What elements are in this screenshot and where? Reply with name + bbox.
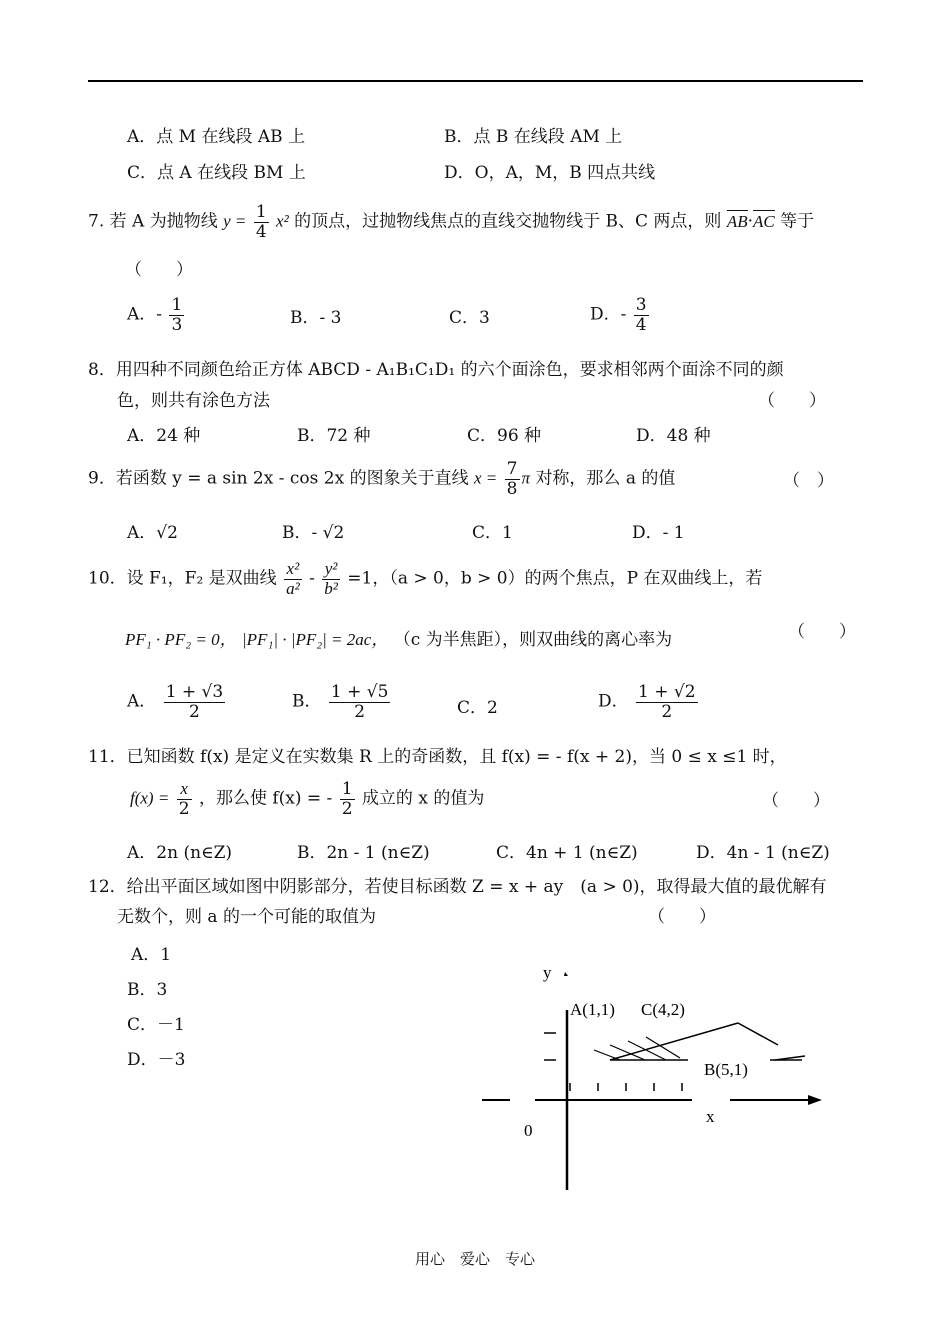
q10-option-b: B． $\frac{1 + √5}{2}$ bbox=[292, 682, 389, 722]
q8-line2: 色，则共有涂色方法 bbox=[117, 391, 270, 411]
q9-option-b: B．- √2 bbox=[282, 523, 345, 543]
q10-conditions: PF₁ · PF₂ = 0， |PF₁| · |PF₂| = 2ac， （c 为半焦距），则双曲线的离心率为 bbox=[125, 630, 673, 650]
q8-option-d: D．48 种 bbox=[636, 426, 711, 446]
q12-option-a: A．1 bbox=[131, 945, 172, 965]
q11-paren: （ ） bbox=[762, 791, 830, 811]
y-axis-label: y bbox=[543, 963, 552, 982]
q11-option-a: A．2n (n∈Z) bbox=[127, 843, 233, 863]
q12-option-d: D．－3 bbox=[127, 1050, 186, 1070]
origin-label: 0 bbox=[524, 1121, 533, 1140]
q11-option-d: D．4n - 1 (n∈Z) bbox=[696, 843, 830, 863]
q12-line2: 无数个，则 a 的一个可能的取值为 bbox=[117, 907, 376, 927]
q11-line2: f(x) = $\frac{x}{2}$ ，那么使 f(x) = - $\frac{1}{2}$ 成立的 x 的值为 bbox=[130, 779, 485, 819]
q12-option-c: C．－1 bbox=[127, 1015, 185, 1035]
q9-option-c: C．1 bbox=[472, 523, 513, 543]
q10-option-c: C．2 bbox=[457, 698, 498, 718]
y-arrow-icon bbox=[564, 972, 568, 976]
q12-paren: （ ） bbox=[648, 907, 716, 927]
x-arrow-icon bbox=[808, 1095, 822, 1105]
point-c-label: C(4,2) bbox=[641, 1000, 685, 1019]
q11-option-b: B．2n - 1 (n∈Z) bbox=[297, 843, 430, 863]
x-axis-label: x bbox=[706, 1107, 715, 1126]
q7-option-c: C．3 bbox=[449, 308, 490, 328]
q7-option-d: D．- $\frac{3}{4}$ bbox=[590, 295, 647, 335]
q8-option-a: A．24 种 bbox=[127, 426, 201, 446]
q10-option-d: D． $\frac{1 + √2}{2}$ bbox=[598, 682, 696, 722]
q7-option-b: B．- 3 bbox=[290, 308, 342, 328]
q9-option-a: A．√2 bbox=[127, 523, 178, 543]
q10-stem: 10．设 F₁，F₂ 是双曲线 $\frac{\text{x²}}{\text{a²}}$ - $\frac{\text{y²}}{\text{b²}}$ =1，（a > 0，b > 0）的两个焦点，P 在双曲线上，若 bbox=[88, 559, 763, 598]
page-footer: 用心 爱心 专心 bbox=[414, 1250, 535, 1268]
region-hatch bbox=[594, 1037, 680, 1060]
q7-paren: （ ） bbox=[125, 260, 193, 280]
q8-option-b: B．72 种 bbox=[297, 426, 371, 446]
q6-option-b: B．点 B 在线段 AM 上 bbox=[444, 127, 623, 147]
q7-fraction: $\frac{1}{4}$ bbox=[255, 202, 267, 242]
q12-line1: 12．给出平面区域如图中阴影部分，若使目标函数 Z = x + ay (a > 0)，取得最大值的最优解有 bbox=[88, 877, 827, 897]
q7-option-a: A．- $\frac{1}{3}$ bbox=[127, 295, 183, 335]
q10-paren: （ ） bbox=[788, 622, 856, 642]
q6-option-a: A．点 M 在线段 AB 上 bbox=[127, 127, 306, 147]
point-b-label: B(5,1) bbox=[704, 1060, 748, 1079]
header-rule bbox=[88, 80, 863, 82]
q8-option-c: C．96 种 bbox=[467, 426, 542, 446]
q8-paren: （ ） bbox=[758, 391, 826, 411]
q9-paren: （ ） bbox=[783, 471, 834, 491]
point-a-label: A(1,1) bbox=[570, 1000, 615, 1019]
vector-ab: AB bbox=[726, 211, 748, 231]
q11-option-c: C．4n + 1 (n∈Z) bbox=[496, 843, 638, 863]
q12-option-b: B．3 bbox=[127, 980, 168, 1000]
region-boundary bbox=[610, 1023, 805, 1060]
q8-line1: 8．用四种不同颜色给正方体 ABCD - A₁B₁C₁D₁ 的六个面涂色，要求相邻两个面涂不同的颜 bbox=[88, 360, 784, 380]
q11-line1: 11．已知函数 f(x) 是定义在实数集 R 上的奇函数，且 f(x) = - f(x + 2)，当 0 ≤ x ≤1 时， bbox=[88, 747, 787, 767]
q6-option-d: D．O，A，M，B 四点共线 bbox=[444, 163, 656, 183]
q9-stem: 9．若函数 y = a sin 2x - cos 2x 的图象关于直线 x = $\frac{7}{8}$ π 对称，那么 a 的值 bbox=[88, 459, 676, 499]
q7-stem: 7. 若 A 为抛物线 y = $\frac{1}{4}$ x² 的顶点，过抛物线焦点的直线交抛物线于 B、C 两点，则 AB·AC 等于 bbox=[88, 202, 815, 242]
feasible-region-figure bbox=[470, 950, 840, 1200]
q10-option-a: A． $\frac{1 + √3}{2}$ bbox=[127, 682, 224, 722]
x-ticks bbox=[570, 1083, 682, 1091]
vector-ac: AC bbox=[753, 211, 775, 231]
q6-option-c: C．点 A 在线段 BM 上 bbox=[127, 163, 306, 183]
q9-option-d: D．- 1 bbox=[632, 523, 685, 543]
y-ticks bbox=[544, 1033, 556, 1060]
